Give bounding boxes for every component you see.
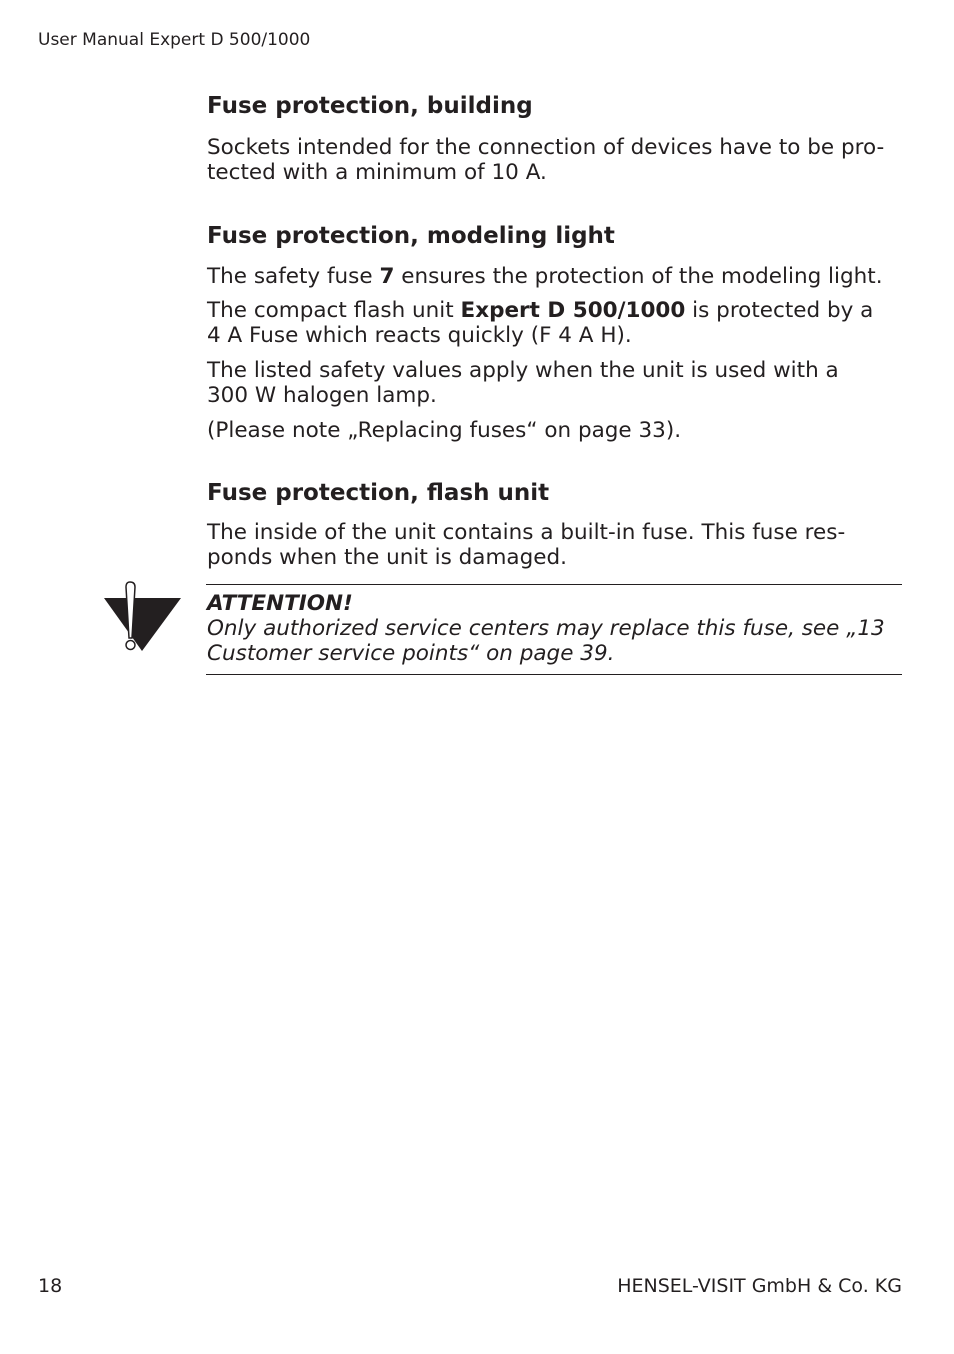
- text: The safety fuse: [207, 264, 380, 289]
- heading-fuse-flash-unit: Fuse protection, flash unit: [207, 480, 550, 506]
- attention-top-rule: [206, 584, 902, 585]
- paragraph-line: The inside of the unit contains a built-in fuse. This fuse res-: [207, 520, 846, 545]
- running-header: User Manual Expert D 500/1000: [38, 30, 311, 50]
- product-name: Expert D 500/1000: [460, 298, 686, 323]
- paragraph-safety-fuse: [207, 264, 883, 289]
- paragraph-line: 4 A Fuse which reacts quickly (F 4 A H).: [207, 323, 632, 348]
- paragraph-compact-flash: [207, 298, 873, 323]
- warning-triangle-exclamation-icon: [100, 580, 190, 660]
- heading-fuse-modeling-light: Fuse protection, modeling light: [207, 223, 615, 249]
- fuse-number: 7: [379, 264, 395, 289]
- paragraph-line: ponds when the unit is damaged.: [207, 545, 567, 570]
- attention-line: Only authorized service centers may replace this fuse, see „13: [207, 616, 885, 641]
- text: is protected by a: [685, 298, 874, 323]
- text: The compact flash unit: [207, 298, 461, 323]
- text: ensures the protection of the modeling light.: [394, 264, 883, 289]
- page-number: 18: [38, 1275, 63, 1297]
- paragraph-line: 300 W halogen lamp.: [207, 383, 437, 408]
- footer-company: HENSEL-VISIT GmbH & Co. KG: [617, 1275, 902, 1297]
- attention-bottom-rule: [206, 674, 902, 675]
- attention-line: Customer service points“ on page 39.: [207, 641, 615, 666]
- heading-fuse-building: Fuse protection, building: [207, 93, 533, 119]
- paragraph-line: The listed safety values apply when the unit is used with a: [207, 358, 839, 383]
- paragraph-line: Sockets intended for the connection of devices have to be pro-: [207, 135, 885, 160]
- cross-reference: (Please note „Replacing fuses“ on page 33).: [207, 418, 682, 443]
- attention-title: ATTENTION!: [207, 591, 353, 616]
- paragraph-line: tected with a minimum of 10 A.: [207, 160, 547, 185]
